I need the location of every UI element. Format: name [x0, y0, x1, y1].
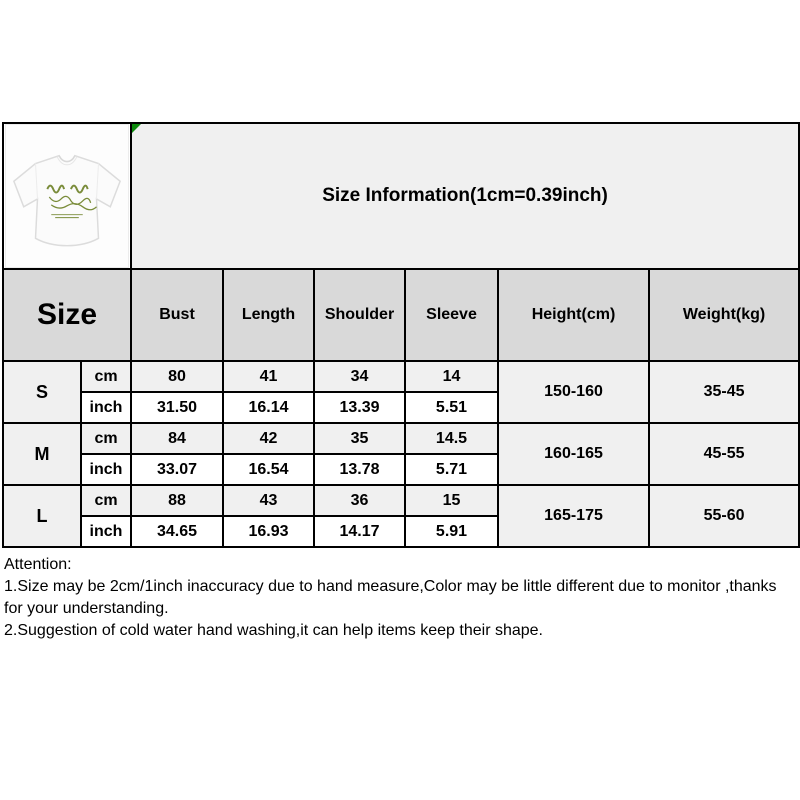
column-header-bust: Bust [131, 269, 223, 361]
attention-line-2: for your understanding. [4, 600, 169, 617]
cell-s-length-cm: 41 [223, 361, 314, 392]
cell-m-length-inch: 16.54 [223, 454, 314, 485]
column-header-weight: Weight(kg) [649, 269, 799, 361]
cell-s-length-inch: 16.14 [223, 392, 314, 423]
unit-label-inch: inch [81, 454, 131, 485]
cell-m-sleeve-cm: 14.5 [405, 423, 498, 454]
row-s-cm [3, 361, 799, 392]
cell-l-shoulder-inch: 14.17 [314, 516, 405, 547]
cell-l-shoulder-cm: 36 [314, 485, 405, 516]
unit-label-cm: cm [81, 361, 131, 392]
cell-s-shoulder-inch: 13.39 [314, 392, 405, 423]
cell-s-height: 150-160 [498, 361, 649, 423]
cell-m-weight: 45-55 [649, 423, 799, 485]
cell-s-sleeve-cm: 14 [405, 361, 498, 392]
cell-l-length-inch: 16.93 [223, 516, 314, 547]
cell-s-bust-inch: 31.50 [131, 392, 223, 423]
cell-s-sleeve-inch: 5.51 [405, 392, 498, 423]
cell-l-bust-inch: 34.65 [131, 516, 223, 547]
cell-m-height: 160-165 [498, 423, 649, 485]
attention-line-3: 2.Suggestion of cold water hand washing,it can help items keep their shape. [4, 622, 543, 639]
unit-label-inch: inch [81, 516, 131, 547]
size-label-l: L [3, 485, 81, 547]
cell-l-weight: 55-60 [649, 485, 799, 547]
cell-m-length-cm: 42 [223, 423, 314, 454]
unit-label-cm: cm [81, 423, 131, 454]
cell-s-shoulder-cm: 34 [314, 361, 405, 392]
cell-l-sleeve-cm: 15 [405, 485, 498, 516]
cell-m-bust-inch: 33.07 [131, 454, 223, 485]
attention-heading: Attention: [4, 556, 72, 573]
column-header-sleeve: Sleeve [405, 269, 498, 361]
row-l-cm [3, 485, 799, 516]
cell-s-weight: 35-45 [649, 361, 799, 423]
cell-l-bust-cm: 88 [131, 485, 223, 516]
product-image-cell [3, 123, 131, 269]
cell-l-length-cm: 43 [223, 485, 314, 516]
green-corner-marker [132, 124, 141, 133]
cell-l-height: 165-175 [498, 485, 649, 547]
unit-label-cm: cm [81, 485, 131, 516]
size-label-m: M [3, 423, 81, 485]
row-m-cm [3, 423, 799, 454]
column-header-shoulder: Shoulder [314, 269, 405, 361]
tshirt-product-image [6, 125, 128, 267]
column-header-row [3, 269, 799, 361]
attention-line-1: 1.Size may be 2cm/1inch inaccuracy due to hand measure,Color may be little different due to monitor ,thanks [4, 578, 777, 595]
cell-l-sleeve-inch: 5.91 [405, 516, 498, 547]
cell-m-shoulder-inch: 13.78 [314, 454, 405, 485]
size-label-s: S [3, 361, 81, 423]
column-header-length: Length [223, 269, 314, 361]
page-title: Size Information(1cm=0.39inch) [322, 185, 608, 206]
attention-note [4, 554, 798, 642]
cell-s-bust-cm: 80 [131, 361, 223, 392]
unit-label-inch: inch [81, 392, 131, 423]
size-information-title-cell [131, 123, 799, 269]
cell-m-sleeve-inch: 5.71 [405, 454, 498, 485]
size-information-table [2, 122, 800, 548]
column-header-height: Height(cm) [498, 269, 649, 361]
cell-m-bust-cm: 84 [131, 423, 223, 454]
cell-m-shoulder-cm: 35 [314, 423, 405, 454]
column-header-size: Size [3, 269, 131, 361]
product-image-frame [5, 124, 129, 268]
